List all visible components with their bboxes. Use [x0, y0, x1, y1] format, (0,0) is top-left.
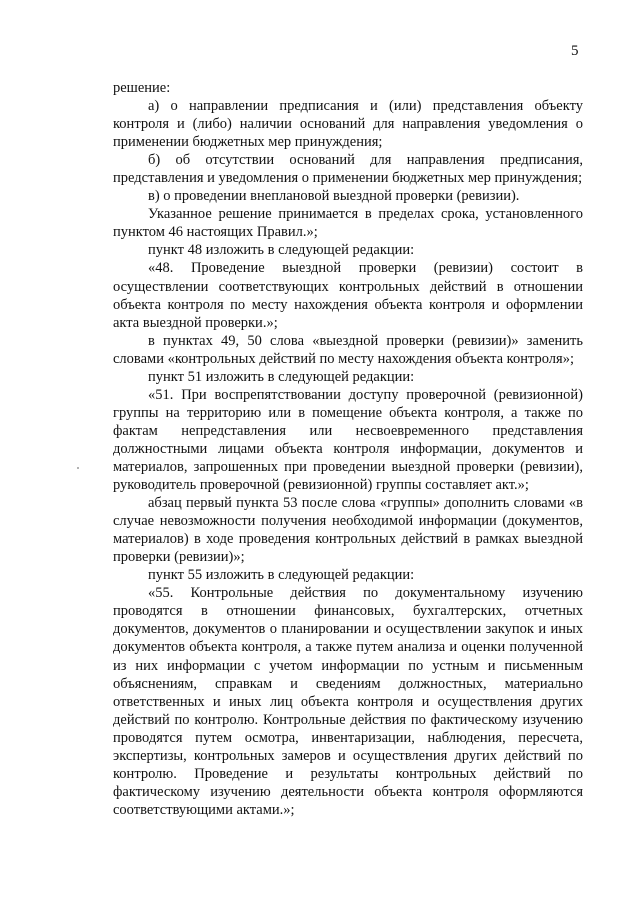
paragraph: абзац первый пункта 53 после слова «группы» дополнить словами «в случае невозможности получения необходимой информации (документов, материалов) в ходе проведения контрольных действий в рамках выездной проверки (ревизии)»;	[113, 495, 583, 566]
scan-speck	[77, 467, 79, 469]
page-number: 5	[571, 43, 579, 59]
document-body	[113, 79, 583, 819]
paragraph: пункт 51 изложить в следующей редакции:	[148, 368, 415, 385]
paragraph: «51. При воспрепятствовании доступу проверочной (ревизионной) группы на территорию или в помещение объекта контроля, а также по фактам непредставления или несвоевременного представления должностными лицами объекта контроля информации, документов и материалов, запрошенных при проведении выездной проверки (ревизии), руководитель проверочной (ревизионной) группы составляет акт.»;	[113, 386, 583, 494]
paragraph: решение:	[113, 80, 171, 96]
paragraph: «48. Проведение выездной проверки (ревизии) состоит в осуществлении соответствующих контрольных действий в отношении объекта контроля по месту нахождения объекта контроля и оформлении акта выездной проверки.»;	[113, 260, 583, 331]
paragraph: Указанное решение принимается в пределах срока, установленного пунктом 46 настоящих Правил.»;	[113, 206, 583, 241]
paragraph: пункт 55 изложить в следующей редакции:	[148, 567, 415, 584]
paragraph: в) о проведении внеплановой выездной проверки (ревизии).	[148, 188, 520, 205]
paragraph: в пунктах 49, 50 слова «выездной проверки (ревизии)» заменить словами «контрольных действий по месту нахождения объекта контроля»;	[113, 332, 583, 367]
paragraph: «55. Контрольные действия по документальному изучению проводятся в отношении финансовых, бухгалтерских, отчетных документов, документов о планировании и осуществлении закупок и иных документов объекта контроля, а также путем анализа и оценки полученной из них информации с учетом информации по устным и письменным объяснениям, справкам и сведениям должностных, материально ответственных и иных лиц объекта контроля и осуществления других действий по контролю. Контрольные действия по фактическому изучению проводятся путем осмотра, инвентаризации, наблюдения, пересчета, экспертизы, контрольных замеров и осуществления других действий по контролю. Проведение и результаты контрольных действий по фактическому изучению деятельности объекта контроля оформляются соответствующими актами.»;	[113, 585, 583, 818]
paragraph: а) о направлении предписания и (или) представления объекту контроля и (либо) наличии оснований для направления уведомления о применении бюджетных мер принуждения;	[113, 98, 583, 151]
paragraph: б) об отсутствии оснований для направления предписания, представления и уведомления о применении бюджетных мер принуждения;	[113, 152, 583, 187]
paragraph: пункт 48 изложить в следующей редакции:	[148, 242, 415, 259]
